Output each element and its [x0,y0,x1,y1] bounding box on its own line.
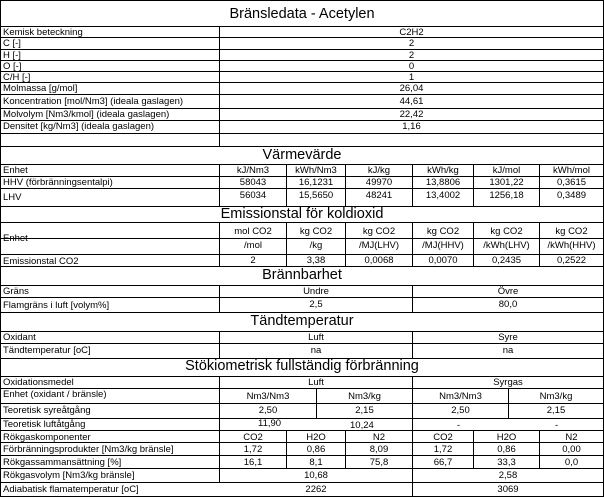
hhv-value: 49970 [365,177,393,188]
adiabatic-temp-value: 3069 [497,484,519,495]
hline [0,430,604,431]
products-value: 0,86 [497,444,516,455]
stoich-unit: Nm3/Nm3 [439,391,482,402]
unit-label: Enhet [3,165,28,176]
emission-unit-top: mol CO2 [234,226,272,237]
emission-unit-top: kg CO2 [362,226,396,237]
fuel-value: 2 [408,38,415,49]
emission-value: 0,2435 [491,255,522,266]
oxidizer-label: Oxidationsmedel [3,377,74,388]
o2-requirement-value: 2,15 [355,405,374,416]
products-value: 8,09 [369,444,389,455]
emission-value: 0,0068 [364,255,394,266]
fuel-label: Kemisk beteckning [3,27,83,38]
flue-component: H2O [496,432,517,443]
fuel-label: C/H [-] [3,72,31,83]
stoich-unit: Nm3/kg [348,391,381,402]
air-requirement-value: - [555,420,559,431]
flue-components-label: Rökgaskomponenter [3,432,91,443]
flue-component: N2 [372,432,386,443]
ignition-air-header: Luft [308,332,324,343]
fuel-value: 22,42 [399,109,424,120]
fuel-label: Molmassa [g/mol] [3,83,78,94]
emission-unit-bottom: /kWh(HHV) [547,240,596,251]
upper-limit-value: 80,0 [498,299,518,310]
fuel-value: 0 [408,61,415,72]
fuel-value: 2 [408,50,415,61]
hline [0,94,604,95]
unit-cell: kWh/mol [553,165,590,176]
composition-value: 0,0 [564,457,579,468]
unit-cell: kJ/mol [492,165,521,176]
emission-value: 3,38 [306,255,326,266]
hline [0,188,604,189]
emission-value: 0,2522 [556,255,587,266]
page-title: Bränsledata - Acetylen [229,6,375,22]
fuel-value: 44,61 [399,96,424,107]
lower-limit-header: Undre [303,286,329,297]
hline [0,418,604,419]
stoich-unit: Nm3/kg [539,391,573,402]
hline [0,238,604,239]
hline [0,455,604,456]
lower-limit-value: 2,5 [309,299,323,310]
hhv-value: 1301,22 [489,177,524,188]
section-title-heating: Värmevärde [262,147,342,163]
flammability-header-label: Gräns [3,286,29,297]
products-value: 0,00 [562,444,581,455]
flue-volume-value: 2,58 [498,470,518,481]
emission-unit-bottom: /kWh(LHV) [483,240,530,251]
composition-value: 33,3 [497,457,516,468]
lhv-value: 1256,18 [489,190,524,201]
hhv-value: 16,1231 [298,177,334,188]
ignition-oxygen-header: Syre [498,332,518,343]
emission-unit-top: kg CO2 [490,226,523,237]
flue-volume-value: 10,68 [304,470,328,481]
products-value: 0,86 [306,444,326,455]
section-title-ignition: Tändtemperatur [250,313,354,329]
emission-value: 0,0070 [428,255,458,266]
hline [0,297,604,298]
section-title-flammability: Brännbarhet [262,267,342,283]
upper-limit-header: Övre [497,286,519,297]
ignition-air-value: na [310,345,322,356]
emission-unit-bottom: /MJ(HHV) [422,240,464,251]
fuel-value: 1,16 [402,121,421,132]
flue-component: CO2 [433,432,453,443]
unit-cell: kWh/kg [427,165,459,176]
emission-row-label: Emissionstal CO2 [3,256,79,267]
products-value: 1,72 [433,444,453,455]
fuel-label: O [-] [3,61,22,72]
adiabatic-temp-value: 2262 [305,484,327,495]
fuel-label: Koncentration [mol/Nm3] (ideala gaslagen) [3,96,184,107]
fuel-value: 1 [408,72,415,83]
oxidant-label: Oxidant [3,332,36,343]
stoich-air-header: Luft [308,377,324,388]
flue-component: H2O [306,432,326,443]
emission-unit-bottom: /mol [244,240,262,251]
flue-volume-label: Rökgasvolym [Nm3/kg bränsle] [3,470,135,481]
fuel-value: C2H2 [399,27,424,38]
air-requirement-value: - [457,420,461,431]
composition-value: 16,1 [243,457,263,468]
emission-unit-bottom: /MJ(LHV) [358,240,400,251]
stoich-oxy-header: Syrgas [493,377,523,388]
hhv-value: 13,8806 [425,177,461,188]
hline [0,403,604,404]
ignition-row-label: Tändtemperatur [oC] [3,345,91,356]
o2-requirement-label: Teoretisk syreåtgång [3,405,91,416]
composition-value: 8,1 [309,457,323,468]
hhv-value: 58043 [239,177,267,188]
lhv-value: 0,3489 [556,190,587,201]
unit-label: Enhet [3,233,28,244]
flue-component: CO2 [243,432,263,443]
air-requirement-value: 10,24 [350,420,374,431]
frame-top [0,0,604,1]
section-title-stoich: Stökiometrisk fullständig förbränning [185,358,419,374]
hhv-label: HHV (förbränningsentalpi) [3,177,113,188]
products-value: 1,72 [243,444,263,455]
lhv-value: 15,5650 [298,190,334,201]
fuel-label: Molvolym [Nm3/kmol] (ideala gaslagen) [3,109,170,120]
hline [0,468,604,469]
products-label: Förbränningsprodukter [Nm3/kg bränsle] [3,444,174,455]
hhv-value: 0,3615 [556,177,587,188]
unit-cell: kWh/Nm3 [295,165,337,176]
hline [0,482,604,483]
emission-unit-top: kg CO2 [426,226,460,237]
o2-requirement-value: 2,15 [546,405,566,416]
frame-left [0,0,1,497]
air-requirement-value: 11,90 [258,418,282,429]
lhv-value: 48241 [365,190,393,201]
flammability-row-label: Flamgräns i luft [volym%] [3,300,110,311]
unit-cell: kJ/Nm3 [236,165,270,176]
lhv-value: 13,4002 [425,190,461,201]
fuel-label: Densitet [kg/Nm3] (ideala gaslagen) [3,121,155,132]
ignition-oxygen-value: na [502,345,514,356]
flue-component: N2 [565,432,578,443]
stoich-unit-label: Enhet (oxidant / bränsle) [3,389,107,400]
composition-value: 75,8 [369,457,389,468]
fuel-label: H [-] [3,50,21,61]
unit-cell: kJ/kg [367,165,391,176]
lhv-label: LHV [3,192,22,203]
emission-value: 2 [250,255,256,266]
hline [0,133,604,134]
stoich-unit: Nm3/Nm3 [246,391,290,402]
fuel-label: C [-] [3,38,21,49]
composition-label: Rökgassammansättning [%] [3,457,122,468]
adiabatic-temp-label: Adiabatisk flamatemperatur [oC] [3,484,139,495]
emission-unit-bottom: /kg [309,240,323,251]
fuel-value: 26,04 [399,83,424,94]
emission-unit-top: kg CO2 [299,226,333,237]
air-requirement-label: Teoretisk luftåtgång [3,419,86,430]
o2-requirement-value: 2,50 [258,405,278,416]
lhv-value: 56034 [239,190,267,201]
section-title-emission: Emissionstal för koldioxid [220,206,384,222]
hline [0,343,604,344]
o2-requirement-value: 2,50 [451,405,470,416]
composition-value: 66,7 [433,457,453,468]
emission-unit-top: kg CO2 [555,226,588,237]
